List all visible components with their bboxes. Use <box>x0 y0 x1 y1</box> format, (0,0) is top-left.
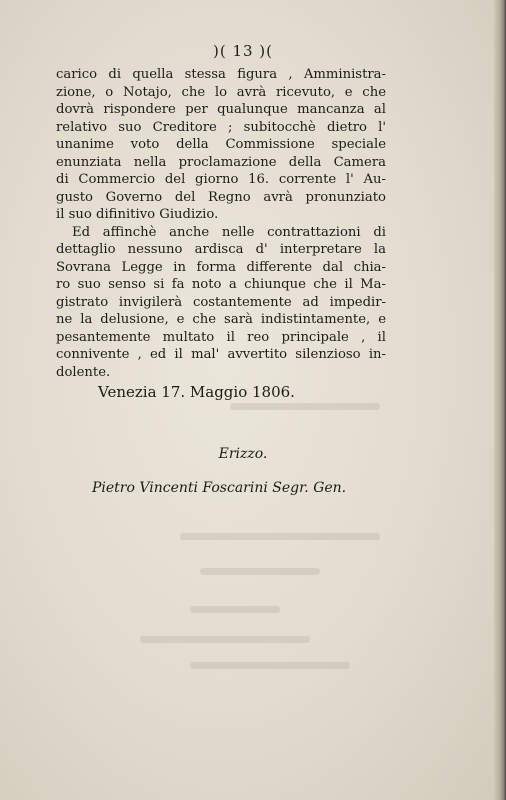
page-edge-shadow <box>494 0 506 800</box>
text-line: gistrato invigilerà costantemente ad impedir- <box>56 294 386 310</box>
signature-secretary: Pietro Vincenti Foscarini Segr. Gen. <box>92 480 347 496</box>
text-line: Ed affinchè anche nelle contrattazioni di <box>72 224 386 240</box>
text-line: enunziata nella proclamazione della Camera <box>56 154 386 170</box>
text-line: dovrà rispondere per qualunque mancanza al <box>56 102 386 117</box>
text-line: gusto Governo del Regno avrà pronunziato <box>56 189 386 205</box>
date-line: Venezia 17. Maggio 1806. <box>98 383 295 401</box>
body-text <box>56 66 386 381</box>
text-line: ro suo senso si fa noto a chiunque che il Ma- <box>56 277 386 292</box>
text-line: Sovrana Legge in forma differente dal chia- <box>56 259 386 275</box>
text-line: di Commercio del giorno 16. corrente l' Au- <box>56 172 386 187</box>
page-number-header: )( 13 )( <box>212 42 274 60</box>
text-line: dolente. <box>56 364 111 380</box>
text-line: ne la delusione, e che sarà indistintamente, e <box>56 312 386 327</box>
text-line: il suo difinitivo Giudizio. <box>56 207 219 222</box>
text-line: carico di quella stessa figura , Amministra- <box>56 67 386 82</box>
text-line: dettaglio nessuno ardisca d' interpretare la <box>56 242 386 257</box>
text-line: zione, o Notajo, che lo avrà ricevuto, e che <box>56 84 386 100</box>
text-line: pesantemente multato il reo principale , il <box>56 329 386 345</box>
signature-erizzo: Erizzo. <box>218 446 268 462</box>
text-line: unanime voto della Commissione speciale <box>56 137 386 152</box>
text-line: relativo suo Creditore ; subitocchè dietro l' <box>56 119 386 135</box>
text-line: connivente , ed il mal' avvertito silenzioso in- <box>56 347 386 362</box>
